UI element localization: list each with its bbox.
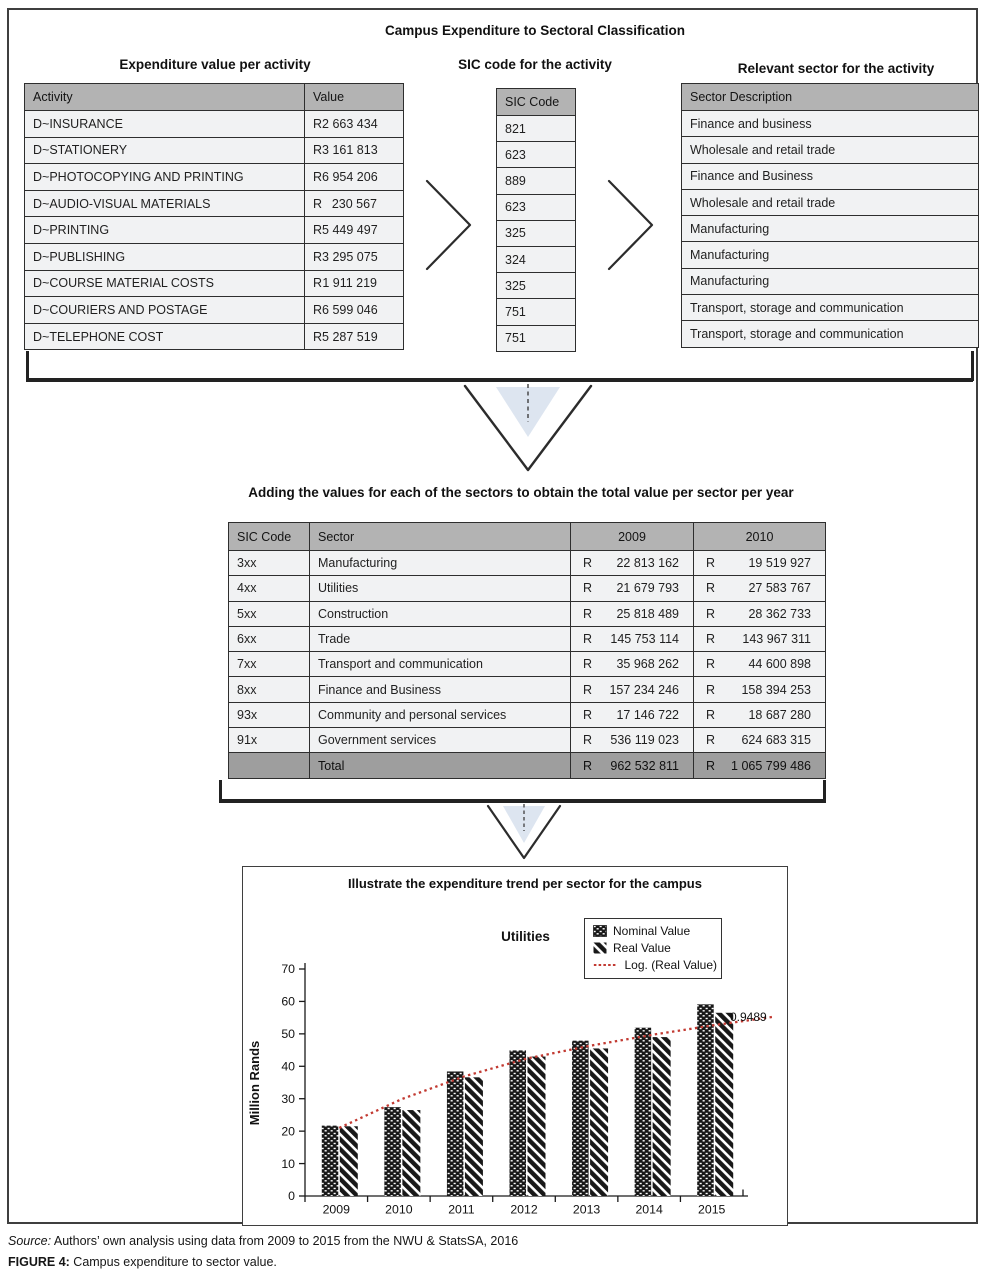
total-2009-cell [571,753,694,778]
sic-code-cell: 889 [497,168,576,194]
sector-cell: Finance and Business [682,163,979,189]
sector-cell: Community and personal services [310,702,571,727]
x-tick-label: 2014 [635,1202,663,1217]
value-cell [305,270,404,297]
amount: 5 287 519 [322,329,378,344]
sector-description-column-header: Sector Description [682,84,979,111]
amount: 25 818 489 [616,606,679,621]
currency-symbol: R [313,276,323,291]
currency-symbol: R [313,249,323,264]
sector-row [682,295,979,321]
expenditure-row [25,111,404,138]
sector-row [682,189,979,215]
y-tick-label: 0 [288,1189,295,1204]
value-cell [305,111,404,138]
currency-amount [571,703,693,727]
amount: 1 911 219 [322,276,377,291]
activity-cell: D~COURSE MATERIAL COSTS [25,270,305,297]
activity-cell: D~INSURANCE [25,111,305,138]
currency-symbol: R [706,707,716,722]
currency-symbol: R [583,733,593,748]
value-2010-cell [694,551,826,576]
x-tick-label: 2010 [385,1202,413,1217]
down-arrow-icon [486,803,562,861]
sector-row [682,137,979,163]
totals-row [229,652,826,677]
currency-symbol: R [583,682,593,697]
activity-column-header: Activity [25,84,305,111]
sic-code-cell: 91x [229,728,310,753]
value-cell [305,297,404,324]
sic-code-column-header: SIC Code [497,89,576,116]
sector-row [682,163,979,189]
amount: 230 567 [331,196,377,211]
amount: 143 967 311 [742,632,811,647]
amount: 21 679 793 [616,581,679,596]
amount: 19 519 927 [748,556,811,571]
currency-amount [571,753,693,777]
value-2009-cell [571,601,694,626]
table-header-row [682,84,979,111]
value-2009-cell [571,677,694,702]
currency-amount [305,217,403,243]
bar-nominal-value [510,1050,527,1196]
sector-cell: Manufacturing [310,551,571,576]
sector-cell: Utilities [310,576,571,601]
sic-heading: SIC code for the activity [458,57,612,72]
currency-amount [571,652,693,676]
bracket-right-edge [971,351,974,381]
bar-nominal-value [447,1071,464,1196]
sector-cell: Trade [310,626,571,651]
sector-cell: Finance and business [682,111,979,137]
sector-cell: Government services [310,728,571,753]
value-2009-cell [571,702,694,727]
x-tick-label: 2011 [448,1202,475,1217]
totals-row [229,601,826,626]
amount: 44 600 898 [748,657,811,672]
currency-amount [694,753,825,777]
amount: 5 449 497 [322,223,378,238]
totals-row [229,576,826,601]
bar-real-value [465,1077,483,1196]
totals-heading: Adding the values for each of the sectors to obtain the total value per sector per year [248,485,794,500]
currency-amount [694,703,825,727]
sector-cell: Manufacturing [682,216,979,242]
caption-label: FIGURE 4: [8,1255,70,1269]
activity-cell: D~AUDIO-VISUAL MATERIALS [25,190,305,217]
bar-real-value [653,1037,671,1196]
currency-symbol: R [313,302,323,317]
sic-code-cell: 821 [497,116,576,142]
sic-code-cell: 751 [497,325,576,351]
currency-amount [305,271,403,297]
currency-symbol: R [583,758,593,773]
currency-symbol: R [583,556,593,571]
sic-code-row [497,246,576,272]
currency-symbol: R [706,682,716,697]
y-axis-title: Million Rands [247,1040,262,1126]
currency-symbol: R [583,657,593,672]
currency-symbol: R [313,196,323,211]
amount: 18 687 280 [748,707,811,722]
sic-code-row [497,273,576,299]
value-column-header: Value [305,84,404,111]
y-tick-label: 70 [281,962,295,977]
currency-symbol: R [706,733,716,748]
amount: 28 362 733 [748,606,811,621]
sic-code-cell: 8xx [229,677,310,702]
sic-code-table [496,88,576,352]
legend-label: Real Value [613,941,671,955]
expenditure-row [25,217,404,244]
bar-real-value [715,1013,733,1196]
currency-symbol: R [583,581,593,596]
expenditure-row [25,323,404,350]
legend-label: Nominal Value [613,924,691,938]
currency-amount [571,551,693,575]
x-tick-label: 2009 [322,1202,350,1217]
sector-cell: Construction [310,601,571,626]
expenditure-heading: Expenditure value per activity [119,57,311,72]
chart-title: Illustrate the expenditure trend per sector for the campus [348,876,702,891]
totals-row [229,626,826,651]
sic-code-cell: 4xx [229,576,310,601]
value-cell [305,190,404,217]
amount: 17 146 722 [616,707,679,722]
activity-cell: D~STATIONERY [25,137,305,164]
value-2009-cell [571,576,694,601]
totals-table [228,522,826,779]
bar-nominal-value [572,1041,589,1196]
activity-cell: D~PRINTING [25,217,305,244]
figure-caption [8,1255,277,1269]
amount: 6 954 206 [322,169,378,184]
totals-row [229,728,826,753]
amount: 145 753 114 [610,632,679,647]
caption-text: Campus expenditure to sector value. [69,1255,277,1269]
amount: 962 532 811 [610,758,679,773]
sic-code-cell: 325 [497,220,576,246]
currency-amount [571,576,693,600]
y-tick-label: 30 [281,1091,295,1106]
expenditure-row [25,164,404,191]
bar-nominal-value [635,1028,652,1196]
table-header-row [25,84,404,111]
y-tick-label: 20 [281,1124,295,1139]
sector-cell: Finance and Business [310,677,571,702]
sector-row [682,242,979,268]
activity-cell: D~COURIERS AND POSTAGE [25,297,305,324]
sic-code-cell: 3xx [229,551,310,576]
sic-code-cell: 325 [497,273,576,299]
amount: 3 295 075 [322,249,378,264]
sector-heading: Relevant sector for the activity [737,61,935,76]
source-note [8,1234,518,1248]
currency-amount [694,576,825,600]
chevron-right-icon [424,178,474,272]
currency-symbol: R [583,606,593,621]
sic-code-cell: 623 [497,142,576,168]
activity-cell: D~TELEPHONE COST [25,323,305,350]
currency-amount [305,111,403,137]
currency-symbol: R [313,143,323,158]
bar-real-value [402,1110,420,1196]
chevron-right-icon [606,178,656,272]
amount: 158 394 253 [741,682,811,697]
total-label-cell: Total [310,753,571,778]
legend-label: Log. (Real Value) [624,958,717,972]
sector-column-header: Sector [310,523,571,551]
value-2010-cell [694,702,826,727]
source-text: Authors’ own analysis using data from 2009 to 2015 from the NWU & StatsSA, 2016 [51,1234,519,1248]
bracket-bottom-line [219,799,826,803]
sic-code-cell: 5xx [229,601,310,626]
y-tick-label: 50 [281,1027,295,1042]
currency-amount [694,652,825,676]
y-tick-label: 40 [281,1059,295,1074]
empty-cell [229,753,310,778]
sic-code-row [497,116,576,142]
value-2010-cell [694,601,826,626]
expenditure-row [25,190,404,217]
sector-row [682,216,979,242]
currency-amount [305,191,403,217]
sector-cell: Transport, storage and communication [682,295,979,321]
value-2010-cell [694,576,826,601]
down-arrow-icon [462,382,594,474]
sector-cell: Wholesale and retail trade [682,137,979,163]
sic-code-cell: 623 [497,194,576,220]
currency-symbol: R [313,223,323,238]
activity-cell: D~PUBLISHING [25,243,305,270]
bar-chart [243,867,787,1225]
sic-code-row [497,325,576,351]
currency-symbol: R [706,581,716,596]
currency-amount [694,602,825,626]
figure-border-box [7,8,978,1224]
amount: 22 813 162 [616,556,679,571]
currency-symbol: R [706,606,716,621]
currency-symbol: R [313,169,323,184]
totals-row [229,677,826,702]
amount: 27 583 767 [748,581,811,596]
sector-row [682,111,979,137]
currency-amount [305,297,403,323]
sic-code-column-header: SIC Code [229,523,310,551]
figure-title: Campus Expenditure to Sectoral Classification [384,23,686,38]
bar-real-value [340,1126,358,1196]
year-2010-column-header: 2010 [694,523,826,551]
currency-amount [305,324,403,350]
sic-code-row [497,194,576,220]
currency-symbol: R [313,329,323,344]
x-tick-label: 2012 [510,1202,538,1217]
sic-code-cell: 6xx [229,626,310,651]
value-2009-cell [571,626,694,651]
sector-cell: Transport and communication [310,652,571,677]
value-2010-cell [694,728,826,753]
currency-amount [571,602,693,626]
activity-cell: D~PHOTOCOPYING AND PRINTING [25,164,305,191]
value-cell [305,217,404,244]
table-header-row [229,523,826,551]
totals-row [229,551,826,576]
sector-row [682,321,979,347]
bracket-left-edge [26,351,29,381]
amount: 6 599 046 [322,302,378,317]
currency-symbol: R [583,632,593,647]
expenditure-row [25,297,404,324]
amount: 157 234 246 [609,682,679,697]
bar-nominal-value [697,1004,714,1196]
sector-cell: Transport, storage and communication [682,321,979,347]
y-tick-label: 60 [281,994,295,1009]
bar-real-value [590,1048,608,1196]
chart-subtitle: Utilities [501,929,550,944]
value-cell [305,243,404,270]
amount: 1 065 799 486 [731,758,811,773]
sic-code-cell: 751 [497,299,576,325]
value-2010-cell [694,652,826,677]
currency-amount [694,551,825,575]
sic-code-cell: 93x [229,702,310,727]
sector-row [682,268,979,294]
currency-amount [305,164,403,190]
source-label: Source: [8,1234,52,1248]
sic-code-row [497,220,576,246]
bar-nominal-value [384,1107,401,1196]
sector-table [681,83,979,348]
currency-symbol: R [706,632,716,647]
expenditure-row [25,270,404,297]
currency-amount [571,627,693,651]
x-tick-label: 2013 [572,1202,601,1217]
value-2010-cell [694,677,826,702]
year-2009-column-header: 2009 [571,523,694,551]
sector-cell: Wholesale and retail trade [682,189,979,215]
expenditure-table [24,83,404,350]
value-cell [305,323,404,350]
amount: 3 161 813 [322,143,378,158]
currency-amount [694,728,825,752]
r-squared-annotation: 0.9489 [730,1010,767,1024]
currency-amount [694,627,825,651]
value-2009-cell [571,728,694,753]
value-2009-cell [571,652,694,677]
value-2009-cell [571,551,694,576]
expenditure-row [25,243,404,270]
value-cell [305,164,404,191]
y-tick-label: 10 [281,1156,295,1171]
chart-panel [242,866,788,1226]
amount: 35 968 262 [616,657,679,672]
currency-amount [305,138,403,164]
sic-code-row [497,168,576,194]
expenditure-row [25,137,404,164]
currency-amount [571,677,693,701]
currency-symbol: R [583,707,593,722]
sector-cell: Manufacturing [682,242,979,268]
total-2010-cell [694,753,826,778]
currency-amount [571,728,693,752]
currency-amount [305,244,403,270]
currency-amount [694,677,825,701]
sic-code-cell: 324 [497,246,576,272]
x-tick-label: 2015 [698,1202,726,1217]
total-row [229,753,826,778]
totals-row [229,702,826,727]
table-header-row [497,89,576,116]
value-cell [305,137,404,164]
currency-symbol: R [313,116,323,131]
amount: 2 663 434 [322,116,378,131]
bar-nominal-value [322,1126,339,1196]
bar-real-value [528,1057,546,1196]
sector-cell: Manufacturing [682,268,979,294]
amount: 536 119 023 [610,733,679,748]
currency-symbol: R [706,657,716,672]
sic-code-cell: 7xx [229,652,310,677]
amount: 624 683 315 [741,733,811,748]
sic-code-row [497,142,576,168]
currency-symbol: R [706,758,716,773]
value-2010-cell [694,626,826,651]
currency-symbol: R [706,556,716,571]
sic-code-row [497,299,576,325]
